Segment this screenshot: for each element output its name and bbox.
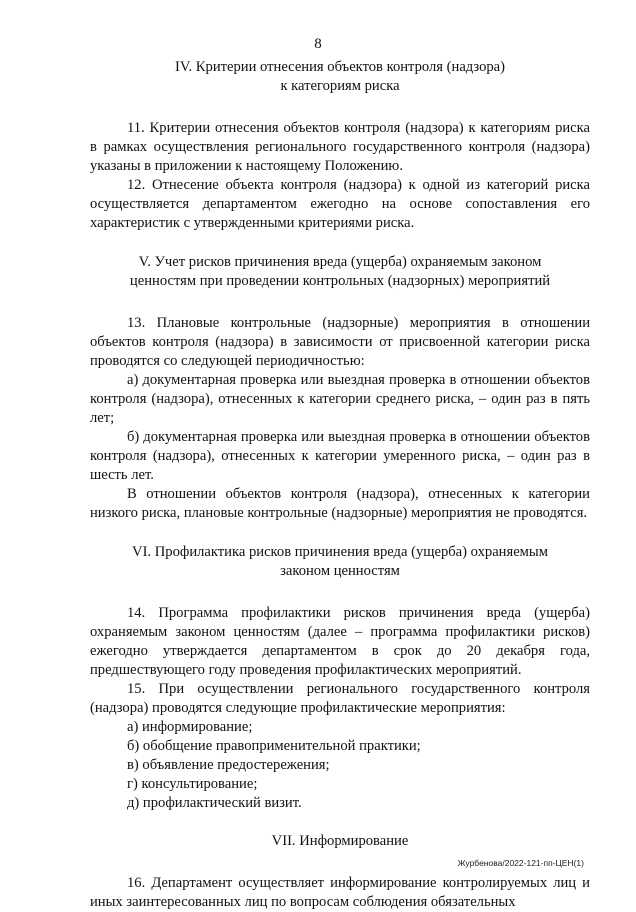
paragraph-12: 12. Отнесение объекта контроля (надзора) к одной из категорий риска осуществляется департаментом ежегодно на основе сопоставления его характеристик с утвержденными критериями риска. <box>90 177 590 231</box>
document-body <box>90 58 590 912</box>
paragraph-13-c: В отношении объектов контроля (надзора), отнесенных к категории низкого риска, плановые контрольные (надзорные) мероприятия не проводятся. <box>90 486 590 521</box>
section-6-heading-line-2: законом ценностям <box>280 563 400 579</box>
paragraph-13-b: б) документарная проверка или выездная проверка в отношении объектов контроля (надзора), отнесенных к категории умеренного риска, – один раз в шесть лет. <box>90 429 590 483</box>
paragraph-16: 16. Департамент осуществляет информирование контролируемых лиц и иных заинтересованных лиц по вопросам соблюдения обязательных <box>90 875 590 910</box>
paragraph-13-a: а) документарная проверка или выездная проверка в отношении объектов контроля (надзора), отнесенных к категории среднего риска, – один раз в пять лет; <box>90 372 590 426</box>
section-5-heading-line-2: ценностям при проведении контрольных (надзорных) мероприятий <box>129 273 551 289</box>
section-4-heading-line-1: IV. Критерии отнесения объектов контроля (надзора) <box>174 59 506 75</box>
section-5-heading <box>90 253 590 291</box>
page-number: 8 <box>314 36 322 52</box>
list-item: г) консультирование; <box>127 776 258 792</box>
section-6-heading-line-1: VI. Профилактика рисков причинения вреда (ущерба) охраняемым <box>132 544 548 560</box>
paragraph-11: 11. Критерии отнесения объектов контроля (надзора) к категориям риска в рамках осуществления регионального государственного контроля (надзора) указаны в приложении к настоящему Положению. <box>90 120 590 174</box>
section-5-heading-line-1: V. Учет рисков причинения вреда (ущерба) охраняемым законом <box>138 254 542 270</box>
list-item: а) информирование; <box>127 719 253 735</box>
list-item: б) обобщение правоприменительной практики; <box>127 738 421 754</box>
section-4-heading <box>90 58 590 96</box>
paragraph-15: 15. При осуществлении регионального государственного контроля (надзора) проводятся следующие профилактические мероприятия: <box>90 681 590 716</box>
paragraph-13: 13. Плановые контрольные (надзорные) мероприятия в отношении объектов контроля (надзора) в зависимости от присвоенной категории риска проводятся со следующей периодичностью: <box>90 315 590 369</box>
section-7-heading: VII. Информирование <box>271 833 409 849</box>
list-item: в) объявление предостережения; <box>127 757 330 773</box>
section-6-heading <box>90 543 590 581</box>
section-4-heading-line-2: к категориям риска <box>280 78 400 94</box>
document-footer-code: Журбенова/2022-121-пп-ЦЕН(1) <box>457 858 584 868</box>
list-item: д) профилактический визит. <box>127 795 302 811</box>
paragraph-14: 14. Программа профилактики рисков причинения вреда (ущерба) охраняемым законом ценностям (далее – программа профилактики рисков) ежегодно утверждается департаментом в срок до 20 декабря года, предшествующего году проведения профилактических мероприятий. <box>90 605 590 678</box>
